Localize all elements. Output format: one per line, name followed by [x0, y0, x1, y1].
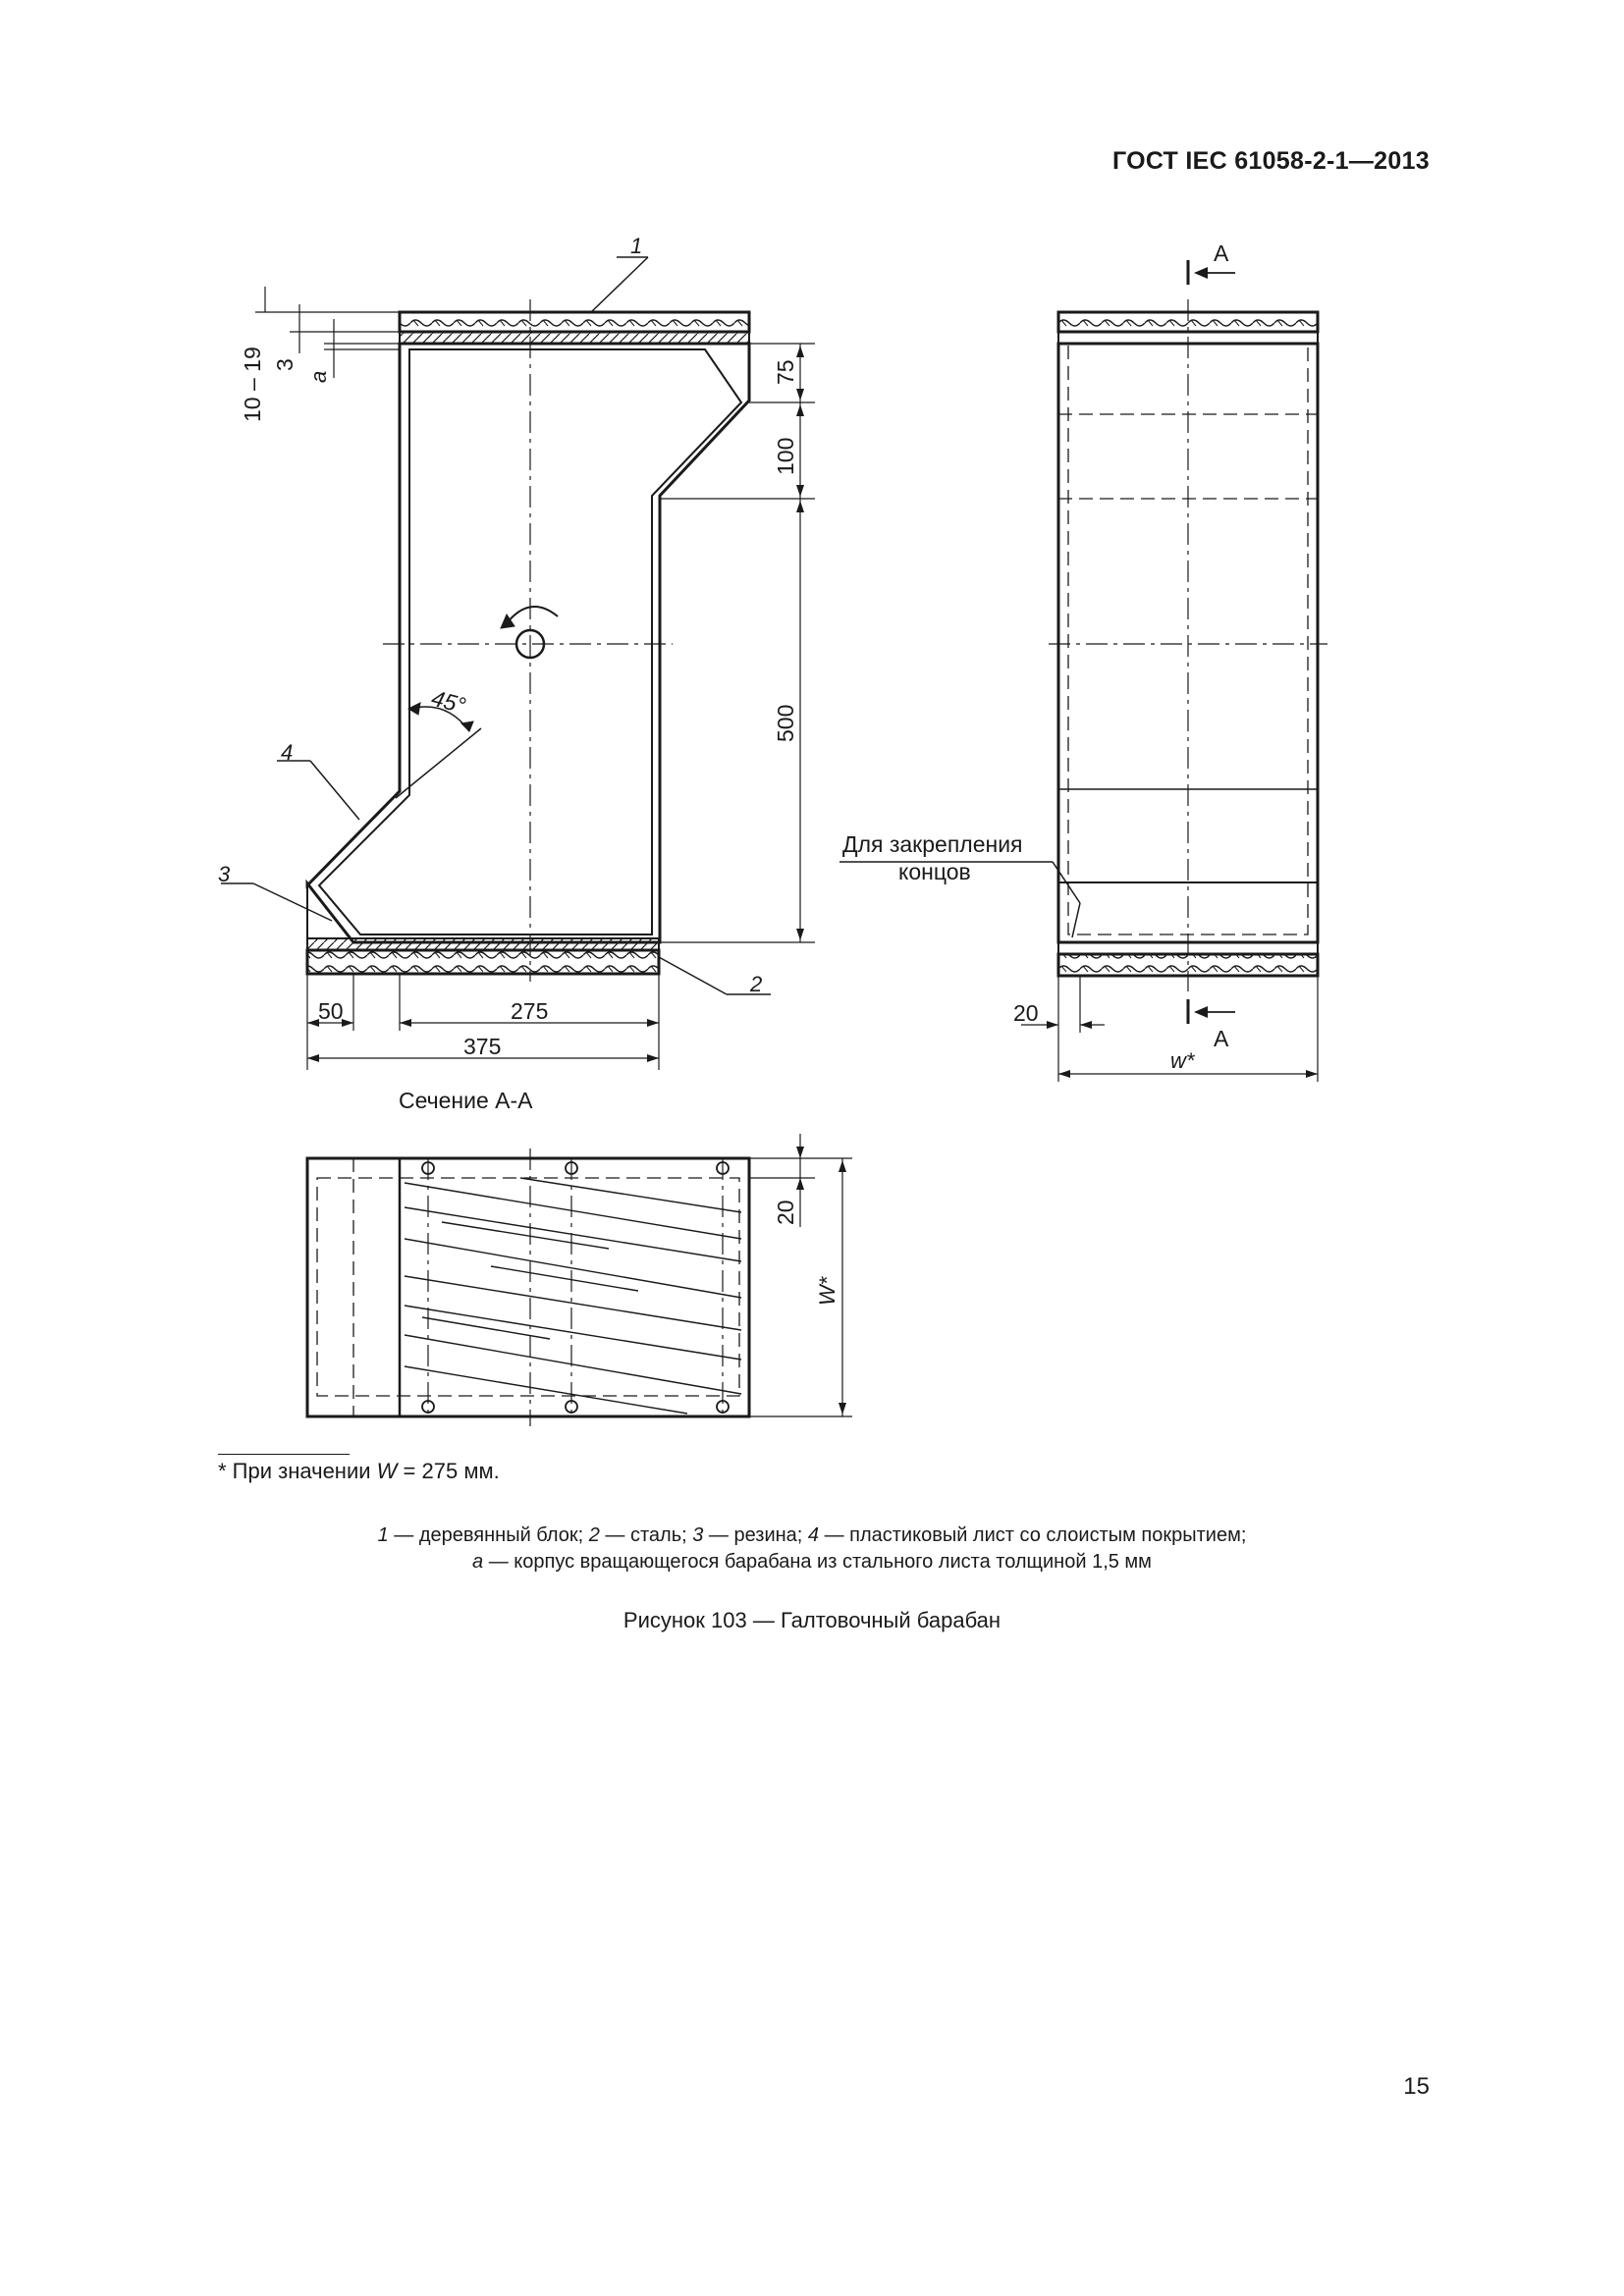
section-labels — [773, 1200, 839, 1306]
legend-text-1: — деревянный блок; — [388, 1524, 589, 1546]
top-wood-block — [400, 312, 749, 332]
section-mark-top: A — [1214, 240, 1229, 266]
dim-50: 50 — [318, 998, 344, 1024]
fixing-note-line1: Для закрепления — [842, 831, 1023, 857]
side-view-labels — [842, 240, 1229, 1073]
dim-500: 500 — [773, 704, 798, 742]
dim-275: 275 — [511, 998, 549, 1024]
dim-w: w* — [1170, 1048, 1195, 1073]
bottom-wood-block — [307, 950, 659, 974]
dim-375: 375 — [463, 1034, 502, 1059]
legend-line-2 — [0, 1551, 1624, 1574]
section-title: Сечение А-А — [399, 1088, 533, 1113]
angle-45: 45° — [428, 684, 469, 719]
footnote-suffix: = 275 мм. — [397, 1459, 500, 1483]
callout-2: 2 — [750, 972, 763, 996]
dim-100: 100 — [773, 437, 798, 475]
figure-caption: Рисунок 103 — Галтовочный барабан — [623, 1608, 1001, 1632]
legend-text-a: — корпус вращающегося барабана из стального листа толщиной 1,5 мм — [483, 1551, 1152, 1573]
dim-a: a — [306, 370, 331, 383]
footnote-prefix: * При значении — [218, 1459, 377, 1483]
dim-10-19: 10 – 19 — [240, 347, 265, 422]
fixing-note-line2: концов — [898, 859, 971, 884]
top-steel-strip — [400, 332, 749, 344]
legend-text-2: — сталь; — [599, 1524, 693, 1546]
dim-20-section: 20 — [773, 1200, 798, 1225]
dim-3: 3 — [272, 358, 298, 371]
legend-num-3: 3 — [692, 1524, 704, 1546]
bottom-steel-strip — [307, 938, 659, 950]
legend-num-a: а — [472, 1551, 484, 1573]
section-aa — [307, 1134, 852, 1426]
legend-line-1 — [0, 1524, 1624, 1547]
footnote-rule — [218, 1454, 350, 1455]
page-number: 15 — [1403, 2073, 1430, 2100]
dim-W-section: W* — [815, 1276, 839, 1306]
legend-text-3: — резина; — [703, 1524, 808, 1546]
callout-1: 1 — [630, 234, 643, 258]
dim-75: 75 — [773, 359, 798, 385]
dim-20: 20 — [1013, 1000, 1039, 1026]
section-mark-bottom: A — [1214, 1026, 1229, 1051]
side-view — [839, 260, 1327, 1082]
legend-text-4: — пластиковый лист со слоистым покрытием; — [819, 1524, 1247, 1546]
drum-body-outer — [307, 344, 749, 942]
document-header: ГОСТ IEC 61058-2-1—2013 — [1111, 147, 1430, 175]
rotation-arrow-icon — [507, 607, 558, 623]
legend-num-1: 1 — [377, 1524, 389, 1546]
callout-4: 4 — [281, 740, 294, 765]
callout-3: 3 — [218, 862, 231, 886]
footnote — [218, 1459, 500, 1484]
footnote-variable: W — [376, 1459, 398, 1483]
legend-num-4: 4 — [807, 1524, 820, 1546]
legend-num-2: 2 — [588, 1524, 600, 1546]
